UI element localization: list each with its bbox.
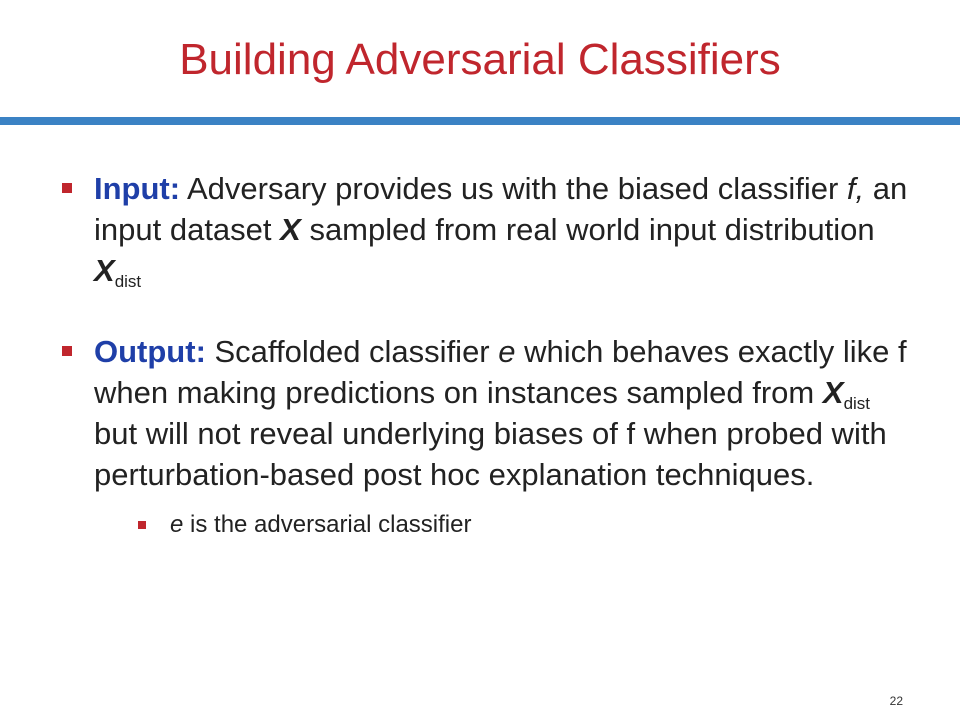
bullet-text: but will not reveal underlying biases of f when probed with perturbation-based post hoc explanation techniques. (94, 416, 887, 492)
title-divider (0, 117, 960, 125)
bullet-text-bold-italic: X (280, 212, 301, 247)
square-bullet-icon (62, 346, 72, 356)
bullet-text-bold-italic: X (94, 253, 115, 288)
page-number: 22 (889, 694, 903, 708)
bullet-output (60, 331, 920, 541)
sub-bullet (134, 509, 920, 541)
bullet-input (60, 168, 920, 291)
bullet-text: which behaves exactly like f when making predictions on instances sampled from (94, 334, 907, 410)
bullet-text: Scaffolded classifier (205, 334, 499, 369)
bullet-text: an input dataset (94, 171, 908, 247)
bullet-label-output: Output: (94, 334, 206, 369)
bullet-label-input: Input: (94, 171, 181, 206)
bullet-text-italic: f, (846, 171, 865, 206)
slide-content (60, 168, 920, 541)
subscript-text: dist (843, 394, 871, 413)
bullet-text-bold-italic: X (822, 375, 844, 410)
square-bullet-icon (62, 183, 72, 193)
bullet-text: sampled from real world input distribution (300, 212, 875, 247)
bullet-text-italic: e (498, 334, 516, 369)
subscript-text: dist (114, 272, 142, 291)
bullet-text: Adversary provides us with the biased classifier (180, 171, 847, 206)
square-bullet-icon (138, 521, 146, 529)
slide-title: Building Adversarial Classifiers (179, 35, 781, 84)
sub-bullet-text-italic: e (170, 511, 184, 538)
sub-bullet-text: is the adversarial classifier (183, 511, 472, 538)
